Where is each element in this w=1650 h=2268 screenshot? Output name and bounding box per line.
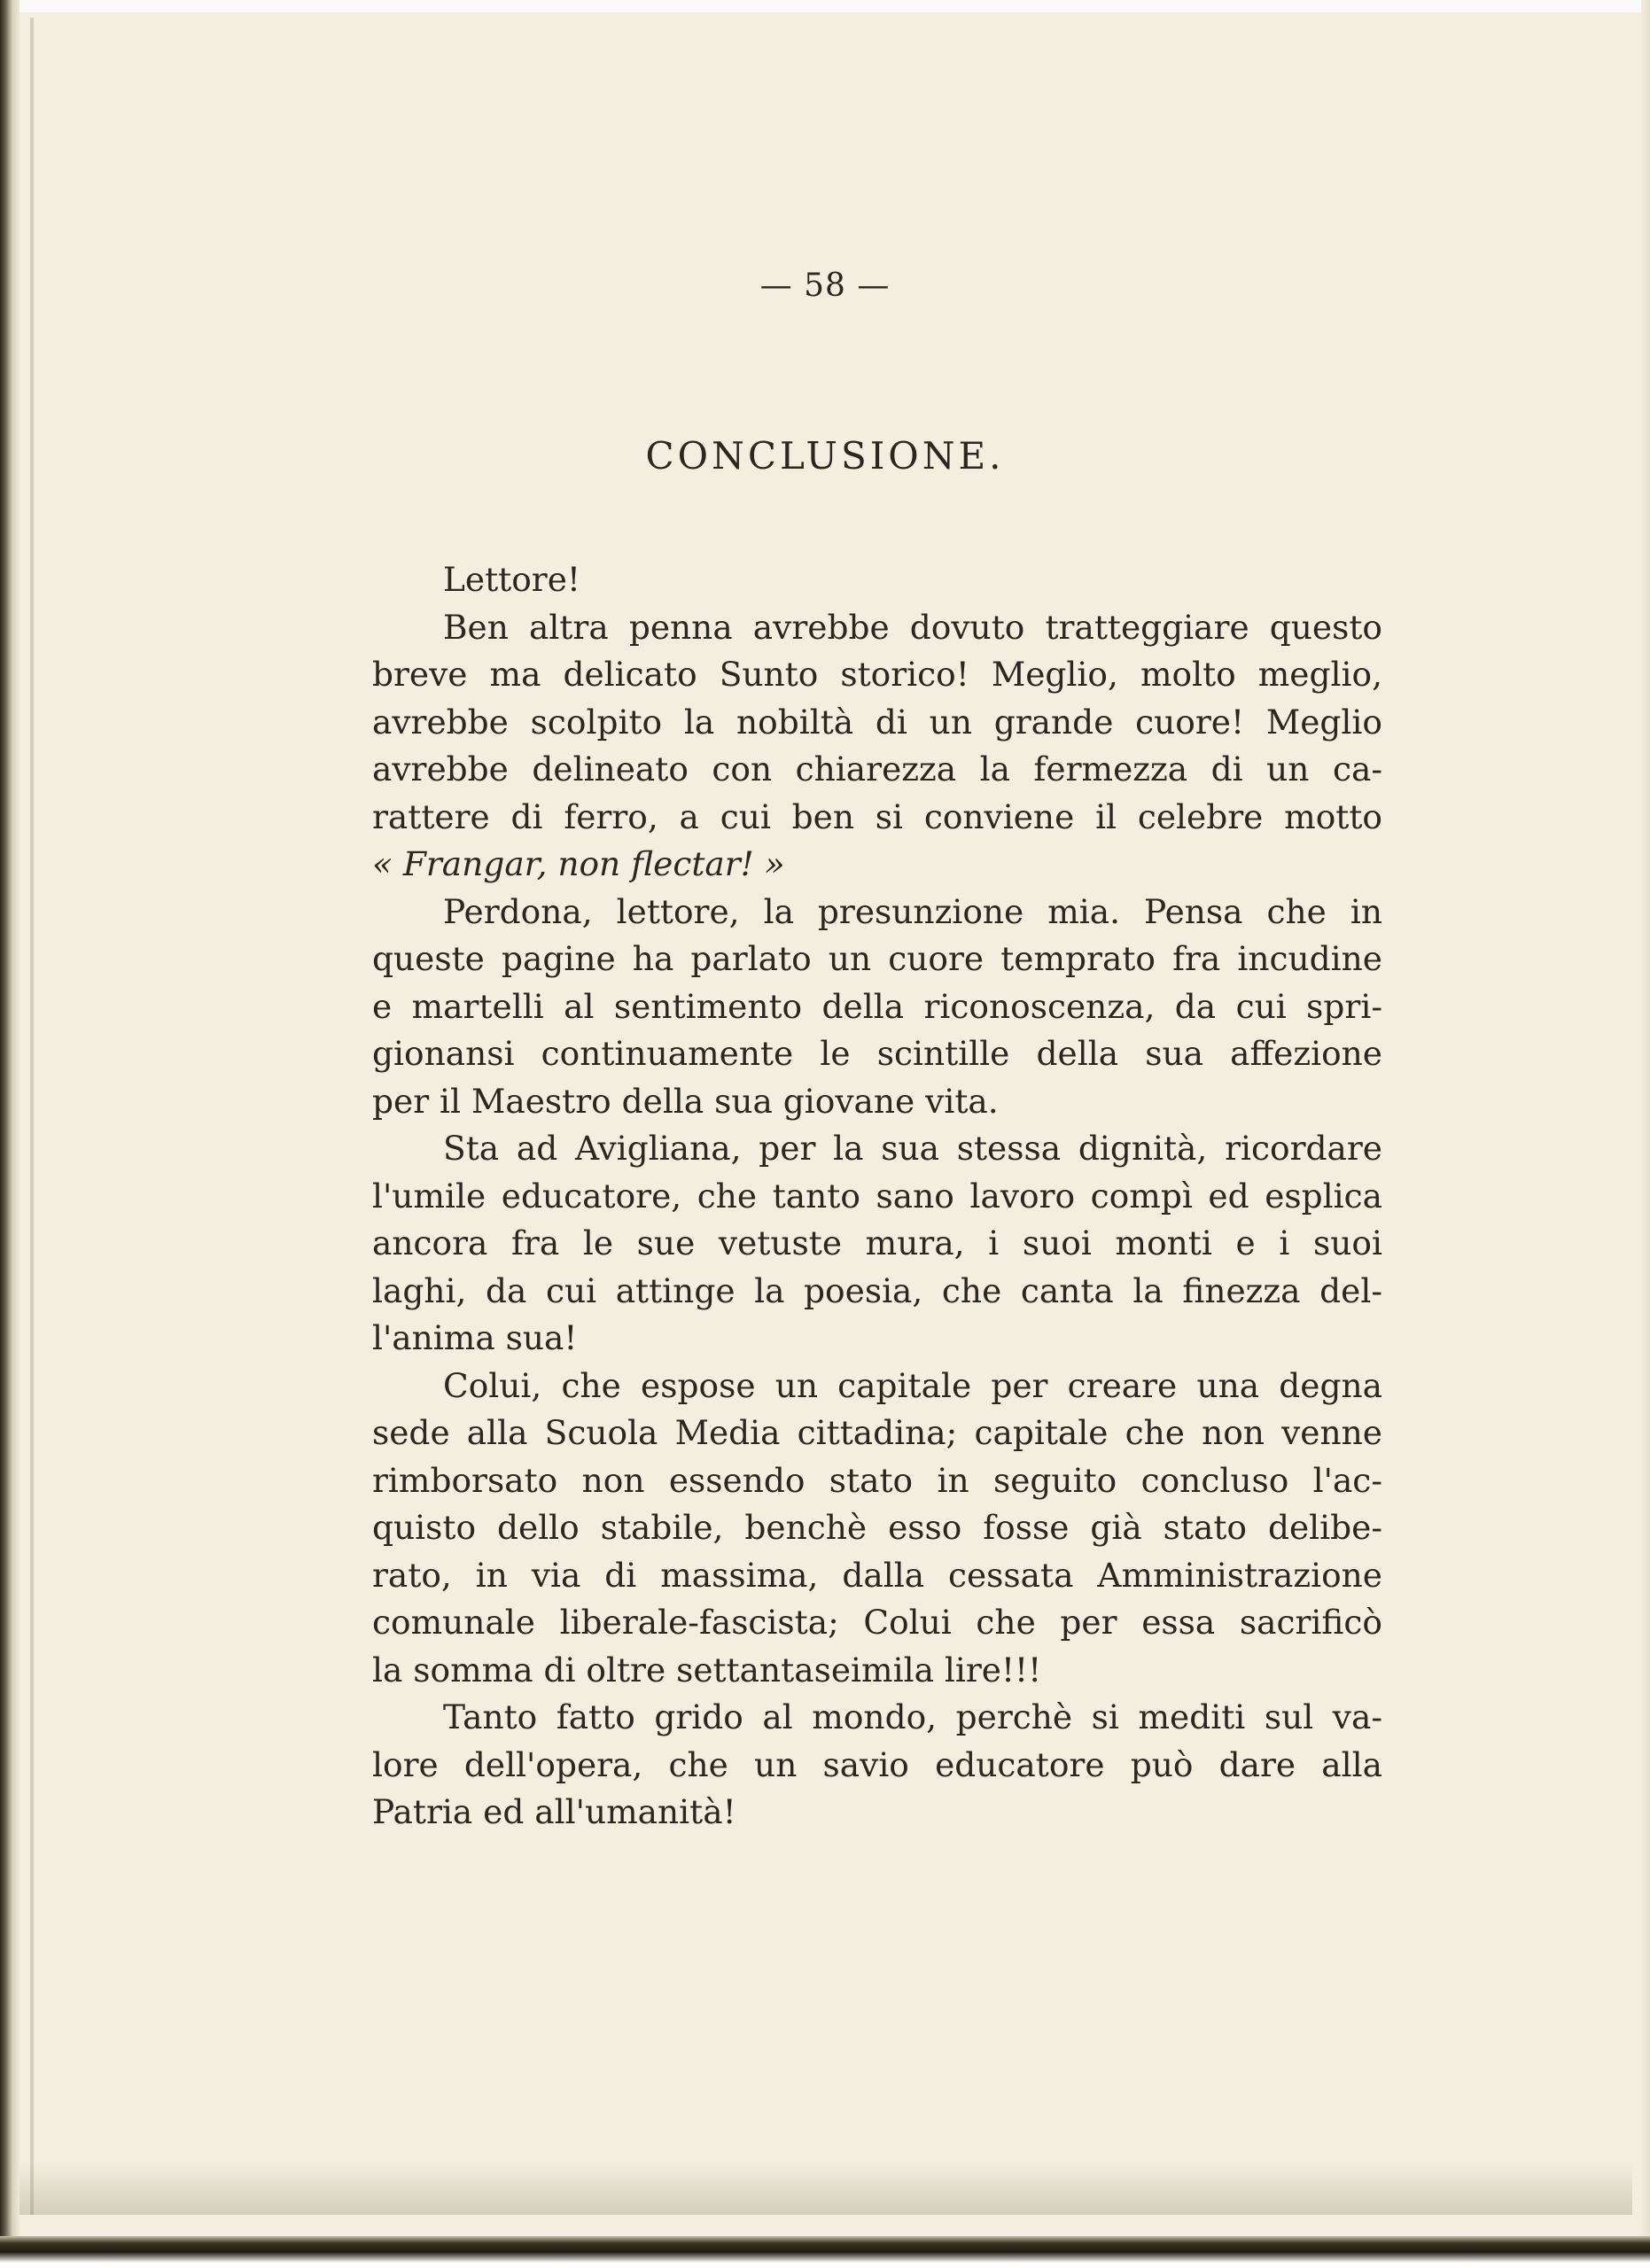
book-spine-shadow: [0, 0, 19, 2268]
page-edge-line: [30, 18, 34, 2215]
text-line: lore dell'opera, che un savio educatore può dare alla: [372, 1744, 1382, 1784]
text-line: ancora fra le sue vetuste mura, i suoi monti e i suoi: [372, 1223, 1382, 1262]
text-line: laghi, da cui attinge la poesia, che canta la finezza del-: [372, 1270, 1382, 1310]
text-line: e martelli al sentimento della riconoscenza, da cui spri-: [372, 986, 1382, 1026]
page-number: — 58 —: [759, 268, 891, 304]
text-line: l'anima sua!: [372, 1318, 578, 1357]
text-line: comunale liberale-fascista; Colui che per essa sacrificò: [372, 1603, 1382, 1642]
page-bottom-shadow: [19, 2162, 1632, 2215]
text-line: per il Maestro della sua giovane vita.: [372, 1081, 999, 1121]
scan-right-margin: [1641, 0, 1650, 2268]
text-line: avrebbe scolpito la nobiltà di un grande cuore! Meglio: [372, 702, 1382, 742]
text-line: Lettore!: [443, 560, 580, 599]
text-line: sede alla Scuola Media cittadina; capitale che non venne: [372, 1413, 1382, 1452]
text-line: Ben altra penna avrebbe dovuto tratteggiare questo: [443, 607, 1382, 647]
text-line: queste pagine ha parlato un cuore temprato fra incudine: [372, 939, 1382, 978]
scan-top-margin: [0, 0, 1650, 12]
text-line: rattere di ferro, a cui ben si conviene il celebre motto: [372, 796, 1382, 836]
text-line: Perdona, lettore, la presunzione mia. Pensa che in: [443, 891, 1382, 931]
text-line: l'umile educatore, che tanto sano lavoro compì ed esplica: [372, 1176, 1382, 1216]
body-text: [372, 556, 1382, 1837]
text-line: la somma di oltre settantaseimila lire!!!: [372, 1650, 1042, 1689]
text-line: avrebbe delineato con chiarezza la fermezza di un ca-: [372, 750, 1382, 788]
text-line: rimborsato non essendo stato in seguito concluso l'ac-: [372, 1460, 1382, 1500]
chapter-heading: CONCLUSIONE.: [645, 434, 1005, 478]
text-line: rato, in via di massima, dalla cessata Amministrazione: [372, 1555, 1382, 1595]
text-line: Sta ad Avigliana, per la sua stessa dignità, ricordare: [443, 1129, 1382, 1168]
book-bottom-edge: [0, 2236, 1650, 2268]
text-line: gionansi continuamente le scintille della sua affezione: [372, 1034, 1382, 1073]
motto-line: « Frangar, non flectar! »: [372, 844, 785, 883]
text-line: breve ma delicato Sunto storico! Meglio, molto meglio,: [372, 655, 1382, 694]
text-line: quisto dello stabile, benchè esso fosse già stato delibe-: [372, 1508, 1382, 1547]
text-line: Colui, che espose un capitale per creare una degna: [443, 1365, 1382, 1405]
text-line: Tanto fatto grido al mondo, perchè si mediti sul va-: [443, 1697, 1382, 1736]
text-line: Patria ed all'umanità!: [372, 1792, 736, 1831]
